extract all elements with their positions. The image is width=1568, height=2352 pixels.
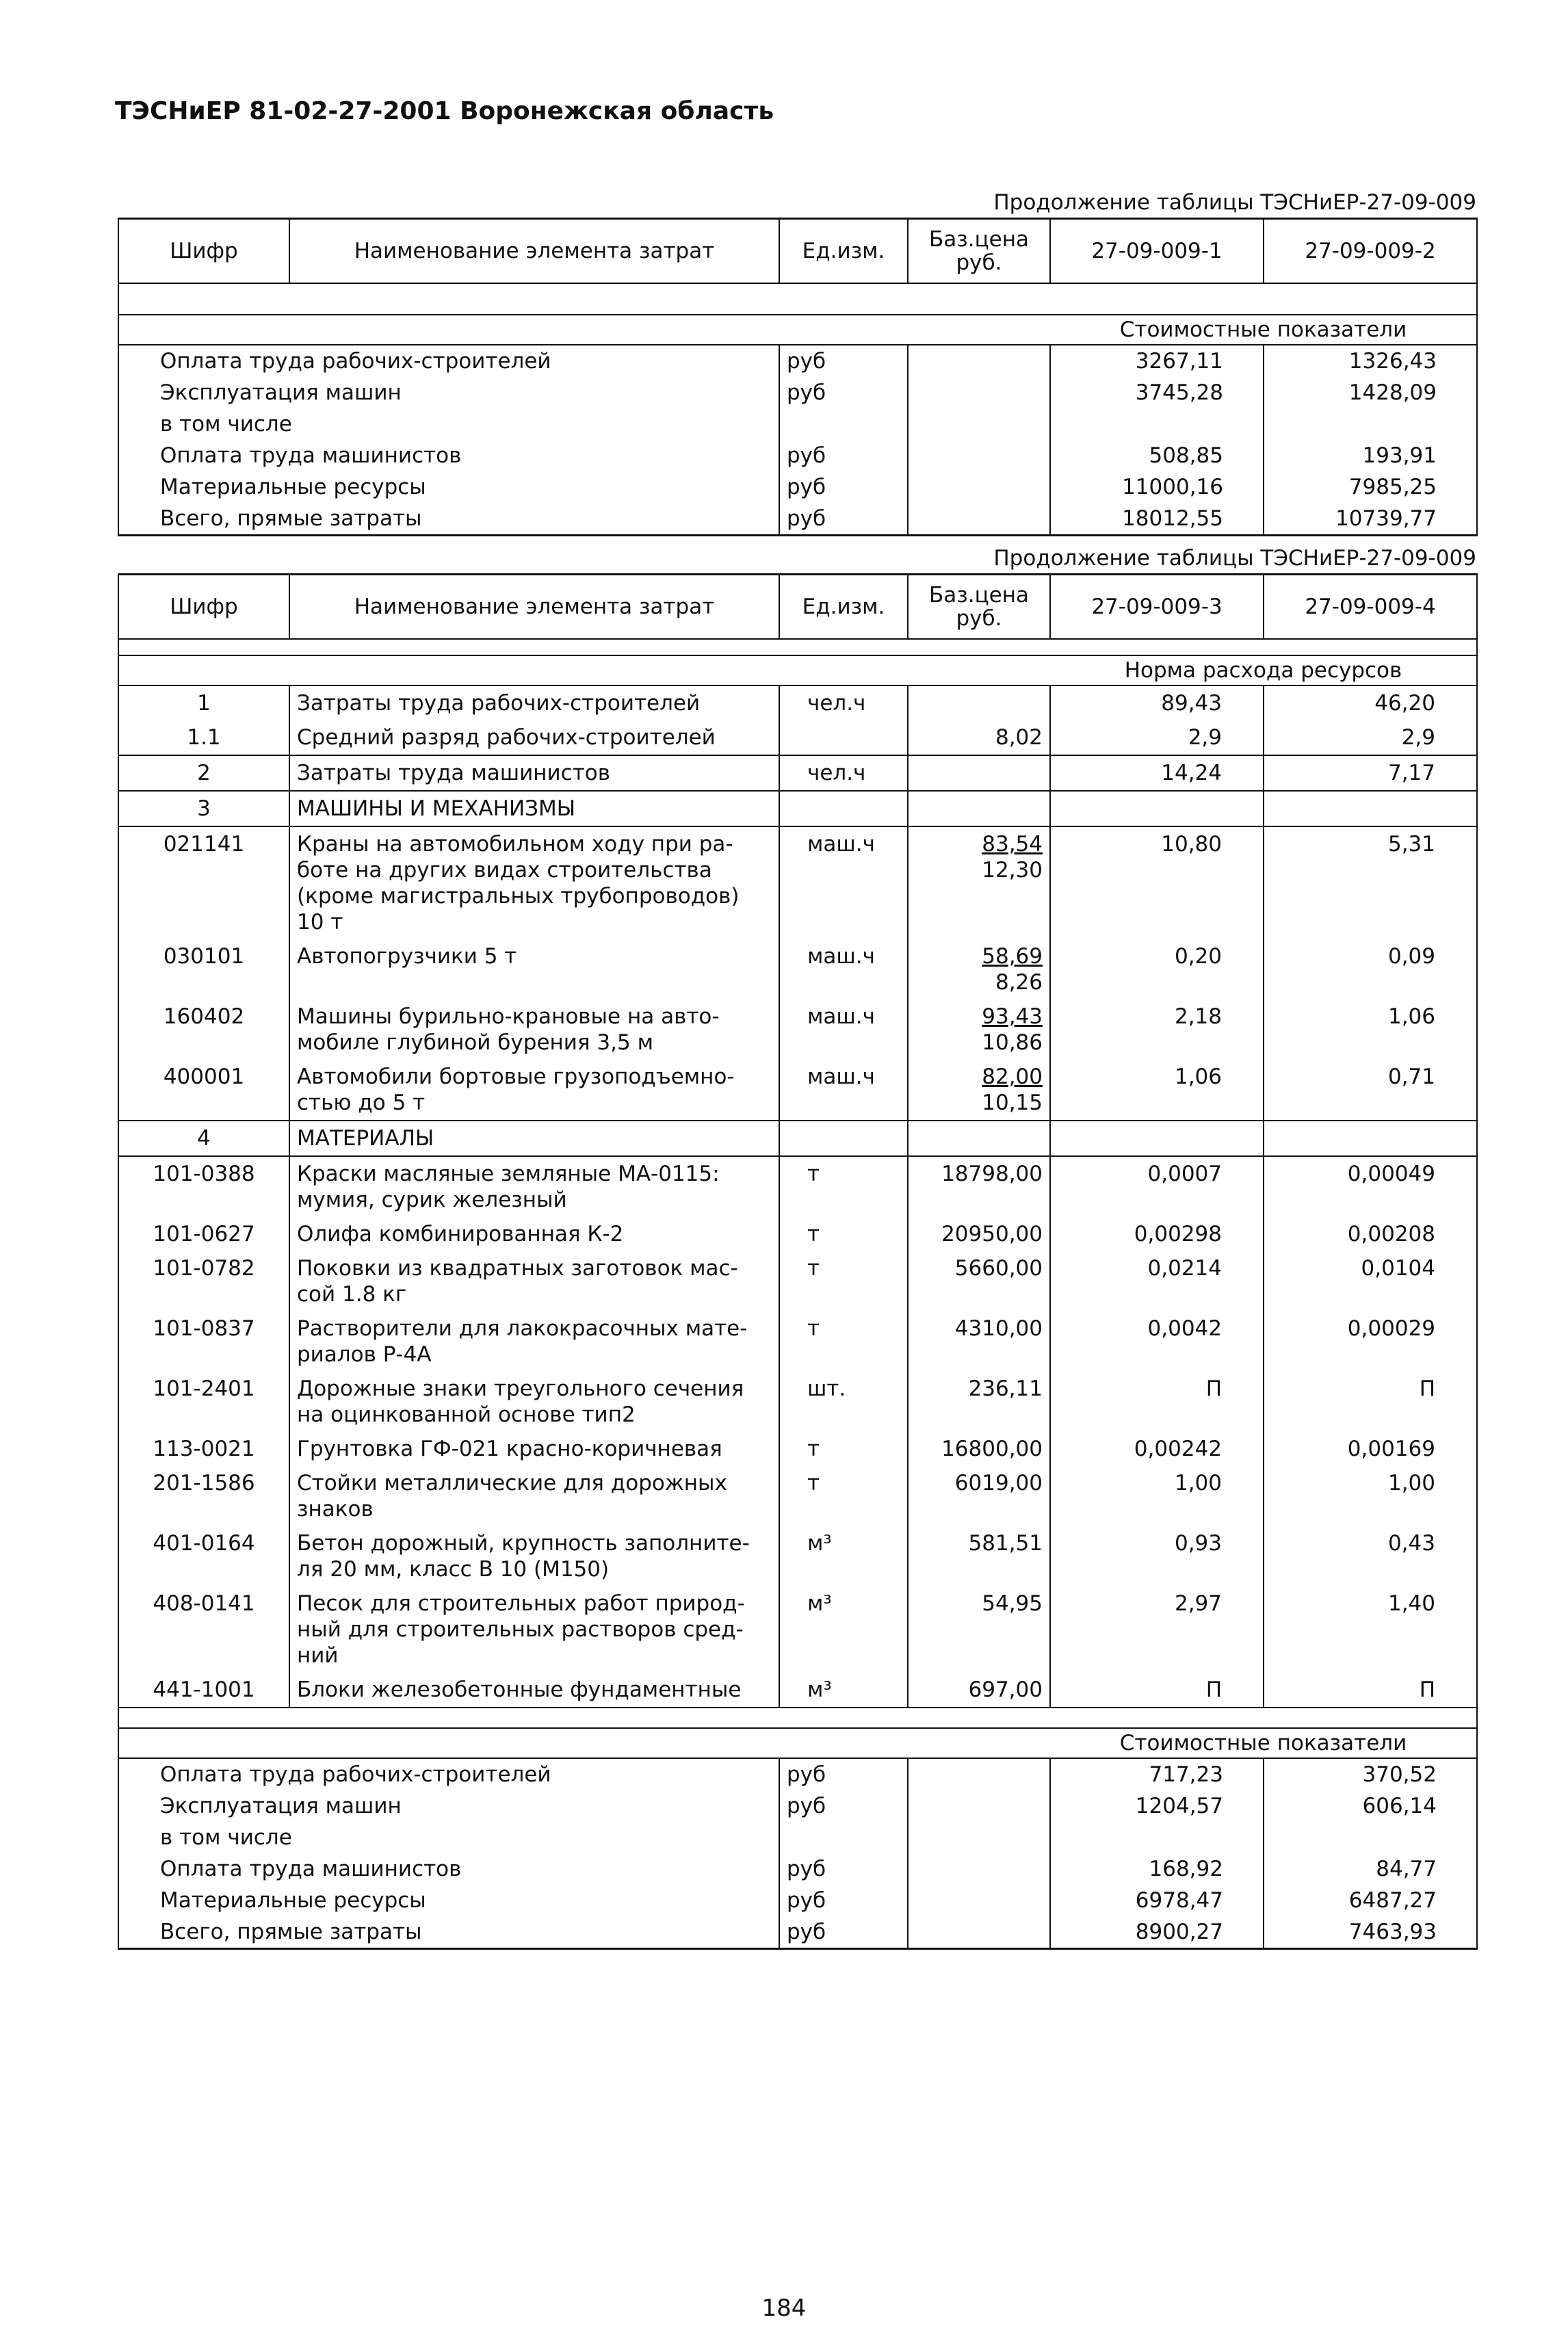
resource-row xyxy=(118,826,1477,939)
header-base-price: Баз.цена руб. xyxy=(908,219,1050,284)
resource-code: 201-1586 xyxy=(118,1466,289,1526)
norm-value-2: 0,71 xyxy=(1264,1060,1477,1121)
norm-value-1 xyxy=(1050,1121,1264,1156)
norm-value-1 xyxy=(1050,791,1264,826)
cost-row-value-2: 84,77 xyxy=(1264,1853,1477,1885)
cost-row-base-price xyxy=(908,1885,1050,1916)
resource-name: Автопогрузчики 5 т xyxy=(289,939,779,999)
resource-unit: т xyxy=(779,1251,908,1311)
cost-row-name: Материальные ресурсы xyxy=(118,1885,779,1916)
resource-name: МАТЕРИАЛЫ xyxy=(289,1121,779,1156)
resource-row xyxy=(118,1372,1477,1432)
base-price-value: 54,95 xyxy=(982,1591,1043,1616)
cost-row-value-1: 3267,11 xyxy=(1050,345,1264,377)
table2-continuation-caption: Продолжение таблицы ТЭСНиЕР-27-09-009 xyxy=(993,546,1476,571)
norm-value-2 xyxy=(1264,791,1477,826)
resource-unit: м³ xyxy=(779,1586,908,1673)
resource-code: 101-0388 xyxy=(118,1156,289,1217)
cost-row-value-2 xyxy=(1264,408,1477,440)
base-price-value: 8,02 xyxy=(995,725,1043,750)
cost-row-value-1: 3745,28 xyxy=(1050,377,1264,408)
resource-unit: т xyxy=(779,1156,908,1217)
resource-base-price xyxy=(908,755,1050,791)
norm-value-2: 0,43 xyxy=(1264,1526,1477,1586)
base-price-value: 236,11 xyxy=(968,1376,1043,1401)
resource-code: 401-0164 xyxy=(118,1526,289,1586)
resource-code: 4 xyxy=(118,1121,289,1156)
resource-base-price xyxy=(908,1526,1050,1586)
cost-row-name: Оплата труда машинистов xyxy=(118,1853,779,1885)
resource-unit: маш.ч xyxy=(779,939,908,999)
resource-name: Машины бурильно-крановые на авто-мобиле глубиной бурения 3,5 м xyxy=(289,999,779,1060)
table2-section-norm: Норма расхода ресурсов xyxy=(1050,655,1477,685)
cost-row-unit: руб xyxy=(779,1916,908,1949)
resource-code: 1 xyxy=(118,685,289,720)
norm-value-2: 1,00 xyxy=(1264,1466,1477,1526)
cost-row-unit: руб xyxy=(779,1853,908,1885)
resource-row xyxy=(118,999,1477,1060)
resource-unit: маш.ч xyxy=(779,826,908,939)
header-name: Наименование элемента затрат xyxy=(289,575,779,640)
resource-row xyxy=(118,685,1477,720)
cost-row-unit: руб xyxy=(779,1885,908,1916)
table1-section-cost: Стоимостные показатели xyxy=(1050,315,1477,345)
cost-row-value-2: 10739,77 xyxy=(1264,503,1477,536)
resource-base-price xyxy=(908,685,1050,720)
table2-section-cost: Стоимостные показатели xyxy=(1050,1728,1477,1758)
header-col4: 27-09-009-4 xyxy=(1264,575,1477,640)
resource-base-price xyxy=(908,791,1050,826)
resource-row xyxy=(118,939,1477,999)
resource-code: 3 xyxy=(118,791,289,826)
base-price-value: 5660,00 xyxy=(954,1256,1043,1281)
cost-row-base-price xyxy=(908,408,1050,440)
header-col2: 27-09-009-2 xyxy=(1264,219,1477,284)
cost-row-base-price xyxy=(908,377,1050,408)
resource-code: 1.1 xyxy=(118,720,289,755)
section-header-row xyxy=(118,1728,1477,1758)
resource-unit xyxy=(779,1121,908,1156)
resource-unit: т xyxy=(779,1217,908,1251)
base-price-value: 6019,00 xyxy=(954,1471,1043,1495)
page-title: ТЭСНиЕР 81-02-27-2001 Воронежская область xyxy=(115,97,774,125)
resource-unit: т xyxy=(779,1466,908,1526)
resource-row xyxy=(118,1217,1477,1251)
cost-row-base-price xyxy=(908,503,1050,536)
cost-row xyxy=(118,1758,1477,1790)
norm-value-2: 0,00208 xyxy=(1264,1217,1477,1251)
base-price-value: 82,00 xyxy=(982,1064,1043,1089)
page-number: 184 xyxy=(761,2295,807,2322)
resource-name: Поковки из квадратных заготовок мас-сой 1.8 кг xyxy=(289,1251,779,1311)
norm-value-1: 1,00 xyxy=(1050,1466,1264,1526)
cost-row-value-2: 370,52 xyxy=(1264,1758,1477,1790)
cost-row-value-2: 193,91 xyxy=(1264,440,1477,471)
header-code: Шифр xyxy=(118,575,289,640)
resource-name: Затраты труда машинистов xyxy=(289,755,779,791)
resource-row xyxy=(118,1251,1477,1311)
resource-base-price xyxy=(908,939,1050,999)
cost-row-name: Эксплуатация машин xyxy=(118,1790,779,1822)
norm-value-1: 0,0007 xyxy=(1050,1156,1264,1217)
cost-row-unit: руб xyxy=(779,1790,908,1822)
resource-base-price xyxy=(908,1372,1050,1432)
spacer-row xyxy=(118,1708,1477,1728)
resource-base-price xyxy=(908,826,1050,939)
resource-code: 101-2401 xyxy=(118,1372,289,1432)
resource-code: 101-0837 xyxy=(118,1311,289,1372)
cost-row-name: Всего, прямые затраты xyxy=(118,503,779,536)
resource-code: 2 xyxy=(118,755,289,791)
norm-value-1: П xyxy=(1050,1673,1264,1708)
cost-row-value-2: 606,14 xyxy=(1264,1790,1477,1822)
cost-row-value-2: 7463,93 xyxy=(1264,1916,1477,1949)
norm-value-2: 46,20 xyxy=(1264,685,1477,720)
cost-row xyxy=(118,1822,1477,1853)
cost-row-unit: руб xyxy=(779,377,908,408)
resource-unit: чел.ч xyxy=(779,755,908,791)
resource-row xyxy=(118,1156,1477,1217)
resource-code: 030101 xyxy=(118,939,289,999)
cost-row-value-2: 6487,27 xyxy=(1264,1885,1477,1916)
cost-row-value-1: 18012,55 xyxy=(1050,503,1264,536)
cost-row-unit: руб xyxy=(779,1758,908,1790)
cost-row-name: Оплата труда машинистов xyxy=(118,440,779,471)
resource-unit: чел.ч xyxy=(779,685,908,720)
cost-row-base-price xyxy=(908,1758,1050,1790)
cost-row-value-1: 8900,27 xyxy=(1050,1916,1264,1949)
norm-value-1: 14,24 xyxy=(1050,755,1264,791)
cost-row xyxy=(118,1853,1477,1885)
norm-value-1: П xyxy=(1050,1372,1264,1432)
norm-value-1: 10,80 xyxy=(1050,826,1264,939)
header-col3: 27-09-009-3 xyxy=(1050,575,1264,640)
resource-code: 400001 xyxy=(118,1060,289,1121)
resource-base-price xyxy=(908,1060,1050,1121)
resource-base-price xyxy=(908,1156,1050,1217)
resource-name: Автомобили бортовые грузоподъемно-стью до 5 т xyxy=(289,1060,779,1121)
cost-row xyxy=(118,1885,1477,1916)
norm-value-1: 2,9 xyxy=(1050,720,1264,755)
resource-name: Средний разряд рабочих-строителей xyxy=(289,720,779,755)
header-code: Шифр xyxy=(118,219,289,284)
cost-row-base-price xyxy=(908,1853,1050,1885)
resource-row xyxy=(118,1586,1477,1673)
base-price-secondary: 12,30 xyxy=(982,858,1043,883)
norm-value-1: 2,97 xyxy=(1050,1586,1264,1673)
resource-row xyxy=(118,1311,1477,1372)
resource-base-price xyxy=(908,1121,1050,1156)
base-price-value: 697,00 xyxy=(968,1677,1043,1702)
resource-unit: м³ xyxy=(779,1673,908,1708)
cost-row-base-price xyxy=(908,1822,1050,1853)
cost-row-unit: руб xyxy=(779,503,908,536)
cost-row-base-price xyxy=(908,1916,1050,1949)
table2-header-row xyxy=(118,575,1477,640)
resource-unit: т xyxy=(779,1432,908,1466)
cost-row-name: в том числе xyxy=(118,1822,779,1853)
base-price-value: 93,43 xyxy=(982,1004,1043,1029)
base-price-value: 4310,00 xyxy=(954,1316,1043,1341)
cost-row-value-1: 717,23 xyxy=(1050,1758,1264,1790)
resource-unit: маш.ч xyxy=(779,999,908,1060)
cost-row-base-price xyxy=(908,1790,1050,1822)
norm-value-2: 0,09 xyxy=(1264,939,1477,999)
header-name: Наименование элемента затрат xyxy=(289,219,779,284)
cost-row-name: Оплата труда рабочих-строителей xyxy=(118,345,779,377)
resource-base-price xyxy=(908,1466,1050,1526)
cost-row-value-1: 11000,16 xyxy=(1050,471,1264,503)
cost-row xyxy=(118,1790,1477,1822)
norm-value-2: 7,17 xyxy=(1264,755,1477,791)
cost-row-base-price xyxy=(908,345,1050,377)
resource-name: Дорожные знаки треугольного сечения на оцинкованной основе тип2 xyxy=(289,1372,779,1432)
resource-code: 101-0627 xyxy=(118,1217,289,1251)
resource-unit: т xyxy=(779,1311,908,1372)
resource-code: 408-0141 xyxy=(118,1586,289,1673)
cost-row-value-1 xyxy=(1050,1822,1264,1853)
norm-value-1: 0,0042 xyxy=(1050,1311,1264,1372)
resource-row xyxy=(118,1466,1477,1526)
cost-row-value-1: 508,85 xyxy=(1050,440,1264,471)
cost-row-unit: руб xyxy=(779,471,908,503)
norm-value-2: 1,06 xyxy=(1264,999,1477,1060)
resource-code: 101-0782 xyxy=(118,1251,289,1311)
norm-value-2: 2,9 xyxy=(1264,720,1477,755)
resource-row xyxy=(118,1060,1477,1121)
cost-row xyxy=(118,471,1477,503)
resource-name: МАШИНЫ И МЕХАНИЗМЫ xyxy=(289,791,779,826)
base-price-value: 581,51 xyxy=(968,1531,1043,1556)
cost-row-unit: руб xyxy=(779,440,908,471)
norm-value-2: 0,0104 xyxy=(1264,1251,1477,1311)
resource-name: Блоки железобетонные фундаментные xyxy=(289,1673,779,1708)
cost-row-name: Материальные ресурсы xyxy=(118,471,779,503)
header-unit: Ед.изм. xyxy=(779,219,908,284)
resource-name: Затраты труда рабочих-строителей xyxy=(289,685,779,720)
resource-code: 021141 xyxy=(118,826,289,939)
resource-name: Олифа комбинированная К-2 xyxy=(289,1217,779,1251)
cost-row-value-2: 7985,25 xyxy=(1264,471,1477,503)
resource-unit: маш.ч xyxy=(779,1060,908,1121)
cost-row xyxy=(118,408,1477,440)
header-col1: 27-09-009-1 xyxy=(1050,219,1264,284)
resource-row xyxy=(118,1673,1477,1708)
norm-value-1: 2,18 xyxy=(1050,999,1264,1060)
resource-code: 160402 xyxy=(118,999,289,1060)
header-unit: Ед.изм. xyxy=(779,575,908,640)
resource-base-price xyxy=(908,1432,1050,1466)
cost-row-value-1: 168,92 xyxy=(1050,1853,1264,1885)
cost-row-unit: руб xyxy=(779,345,908,377)
cost-row xyxy=(118,440,1477,471)
base-price-value: 83,54 xyxy=(982,832,1043,857)
resource-unit: м³ xyxy=(779,1526,908,1586)
resource-row xyxy=(118,1526,1477,1586)
norm-value-2: 0,00029 xyxy=(1264,1311,1477,1372)
cost-row-name: Всего, прямые затраты xyxy=(118,1916,779,1949)
resource-row xyxy=(118,1432,1477,1466)
resource-unit xyxy=(779,720,908,755)
resource-base-price xyxy=(908,720,1050,755)
cost-row-unit xyxy=(779,408,908,440)
cost-row xyxy=(118,345,1477,377)
cost-row-value-1 xyxy=(1050,408,1264,440)
resource-row xyxy=(118,1121,1477,1156)
norm-value-2: П xyxy=(1264,1673,1477,1708)
table1-continuation-caption: Продолжение таблицы ТЭСНиЕР-27-09-009 xyxy=(993,190,1476,215)
header-base-price: Баз.цена руб. xyxy=(908,575,1050,640)
resource-base-price xyxy=(908,1217,1050,1251)
resource-unit: шт. xyxy=(779,1372,908,1432)
resource-name: Бетон дорожный, крупность заполните-ля 20 мм, класс В 10 (М150) xyxy=(289,1526,779,1586)
resource-row xyxy=(118,755,1477,791)
resource-base-price xyxy=(908,1586,1050,1673)
norm-value-2: 0,00169 xyxy=(1264,1432,1477,1466)
norm-value-1: 0,0214 xyxy=(1050,1251,1264,1311)
cost-row-unit xyxy=(779,1822,908,1853)
norm-value-1: 89,43 xyxy=(1050,685,1264,720)
cost-row-value-1: 1204,57 xyxy=(1050,1790,1264,1822)
base-price-value: 18798,00 xyxy=(941,1162,1043,1186)
base-price-secondary: 10,86 xyxy=(982,1030,1043,1055)
norm-value-1: 1,06 xyxy=(1050,1060,1264,1121)
resource-name: Песок для строительных работ природ-ный для строительных растворов сред-ний xyxy=(289,1586,779,1673)
table2-resource-norms xyxy=(118,573,1478,1950)
base-price-value: 58,69 xyxy=(982,944,1043,969)
resource-base-price xyxy=(908,999,1050,1060)
norm-value-1: 0,00242 xyxy=(1050,1432,1264,1466)
base-price-secondary: 8,26 xyxy=(995,970,1043,995)
norm-value-2 xyxy=(1264,1121,1477,1156)
cost-row-value-1: 6978,47 xyxy=(1050,1885,1264,1916)
cost-row-name: в том числе xyxy=(118,408,779,440)
resource-unit xyxy=(779,791,908,826)
cost-row-name: Эксплуатация машин xyxy=(118,377,779,408)
resource-name: Краски масляные земляные МА-0115: мумия, сурик железный xyxy=(289,1156,779,1217)
resource-row xyxy=(118,791,1477,826)
cost-row xyxy=(118,1916,1477,1949)
resource-name: Растворители для лакокрасочных мате-риалов Р-4А xyxy=(289,1311,779,1372)
cost-row-value-2: 1326,43 xyxy=(1264,345,1477,377)
resource-code: 113-0021 xyxy=(118,1432,289,1466)
cost-row-value-2: 1428,09 xyxy=(1264,377,1477,408)
table1-header-row xyxy=(118,219,1477,284)
norm-value-1: 0,20 xyxy=(1050,939,1264,999)
base-price-value: 20950,00 xyxy=(941,1222,1043,1246)
norm-value-1: 0,93 xyxy=(1050,1526,1264,1586)
norm-value-2: 5,31 xyxy=(1264,826,1477,939)
base-price-value: 16800,00 xyxy=(941,1437,1043,1461)
norm-value-1: 0,00298 xyxy=(1050,1217,1264,1251)
resource-base-price xyxy=(908,1251,1050,1311)
cost-row xyxy=(118,377,1477,408)
resource-row xyxy=(118,720,1477,755)
cost-row-base-price xyxy=(908,471,1050,503)
resource-base-price xyxy=(908,1673,1050,1708)
norm-value-2: 1,40 xyxy=(1264,1586,1477,1673)
resource-name: Краны на автомобильном ходу при ра-боте на других видах строительства (кроме магистральных трубопроводов) 10 т xyxy=(289,826,779,939)
cost-row-name: Оплата труда рабочих-строителей xyxy=(118,1758,779,1790)
cost-row-base-price xyxy=(908,440,1050,471)
resource-base-price xyxy=(908,1311,1050,1372)
cost-row-value-2 xyxy=(1264,1822,1477,1853)
table1-cost-indicators xyxy=(118,218,1478,536)
resource-name: Стойки металлические для дорожных знаков xyxy=(289,1466,779,1526)
norm-value-2: П xyxy=(1264,1372,1477,1432)
cost-row xyxy=(118,503,1477,536)
norm-value-2: 0,00049 xyxy=(1264,1156,1477,1217)
resource-code: 441-1001 xyxy=(118,1673,289,1708)
resource-name: Грунтовка ГФ-021 красно-коричневая xyxy=(289,1432,779,1466)
base-price-secondary: 10,15 xyxy=(982,1090,1043,1115)
